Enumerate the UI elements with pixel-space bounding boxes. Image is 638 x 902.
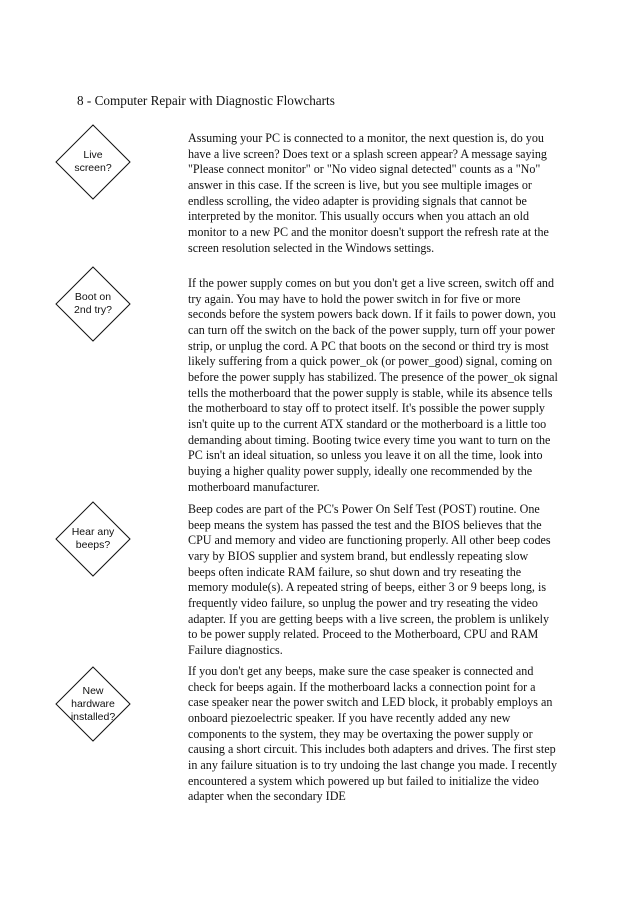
paragraph-boot-second-try: If the power supply comes on but you don't get a live screen, switch off and try again. You may have to hold the power switch in for five or more seconds before the system powers back down. If it fails to power down, you can turn off the switch on the back of the power supply, turn off your power strip, or unplug the cord. A PC that boots on the second or third try is most likely suffering from a quick power_ok (or power_good) signal, coming on before the power supply has stabilized. The presence of the power_ok signal tells the motherboard that the power supply is stable, while its absence tells the motherboard to stay off to protect itself. It's possible the power supply isn't quite up to the current ATX standard or the motherboard is a little too demanding about timing. Booting twice every time you want to turn on the PC isn't an ideal situation, so unless you leave it on all the time, look into buying a higher quality power supply, ideally one recommended by the motherboard manufacturer. — [188, 276, 558, 494]
decision-label: Live screen? — [74, 149, 112, 174]
decision-label: New hardware installed? — [70, 685, 116, 723]
decision-diamond-hear-beeps — [55, 501, 131, 577]
running-header: 8 - Computer Repair with Diagnostic Flowcharts — [77, 93, 335, 108]
decision-diamond-live-screen — [55, 124, 131, 200]
paragraph-no-beeps: If you don't get any beeps, make sure the case speaker is connected and check for beeps again. If the motherboard lacks a connection point for a case speaker near the power switch and LED block, it probably employs an onboard piezoelectric speaker. If you have recently added any new components to the system, they may be overtaxing the power supply or causing a short circuit. This includes both adapters and drives. The first step in any failure situation is to try undoing the last change you made. I recently encountered a system which powered up but failed to initialize the video adapter when the secondary IDE — [188, 664, 558, 804]
paragraph-beep-codes: Beep codes are part of the PC's Power On Self Test (POST) routine. One beep means the system has passed the test and the BIOS believes that the CPU and memory and video are functioning properly. All other beep codes vary by BIOS supplier and system brand, but endlessly repeating slow beeps often indicate RAM failure, so shut down and try reseating the memory module(s). A repeated string of beeps, either 3 or 9 beeps long, is frequently video failure, so unplug the power and try reseating the video adapter. If you are getting beeps with a live screen, the problem is unlikely to be power supply related. Proceed to the Motherboard, CPU and RAM Failure diagnostics. — [188, 502, 551, 657]
decision-label: Boot on 2nd try? — [74, 291, 112, 316]
decision-diamond-boot-second-try — [55, 266, 131, 342]
decision-label: Hear any beeps? — [71, 526, 115, 551]
paragraph-live-screen: Assuming your PC is connected to a monitor, the next question is, do you have a live screen? Does text or a splash screen appear? A message saying "Please connect monitor" or "No video signal detected" counts as a "No" answer in this case. If the screen is live, but you see multiple images or endless scrolling, the video adapter is providing signals that cannot be interpreted by the monitor. This usually occurs when you attach an old monitor to a new PC and the monitor doesn't support the refresh rate at the screen resolution selected in the Windows settings. — [188, 131, 549, 255]
decision-diamond-new-hardware — [55, 666, 131, 742]
